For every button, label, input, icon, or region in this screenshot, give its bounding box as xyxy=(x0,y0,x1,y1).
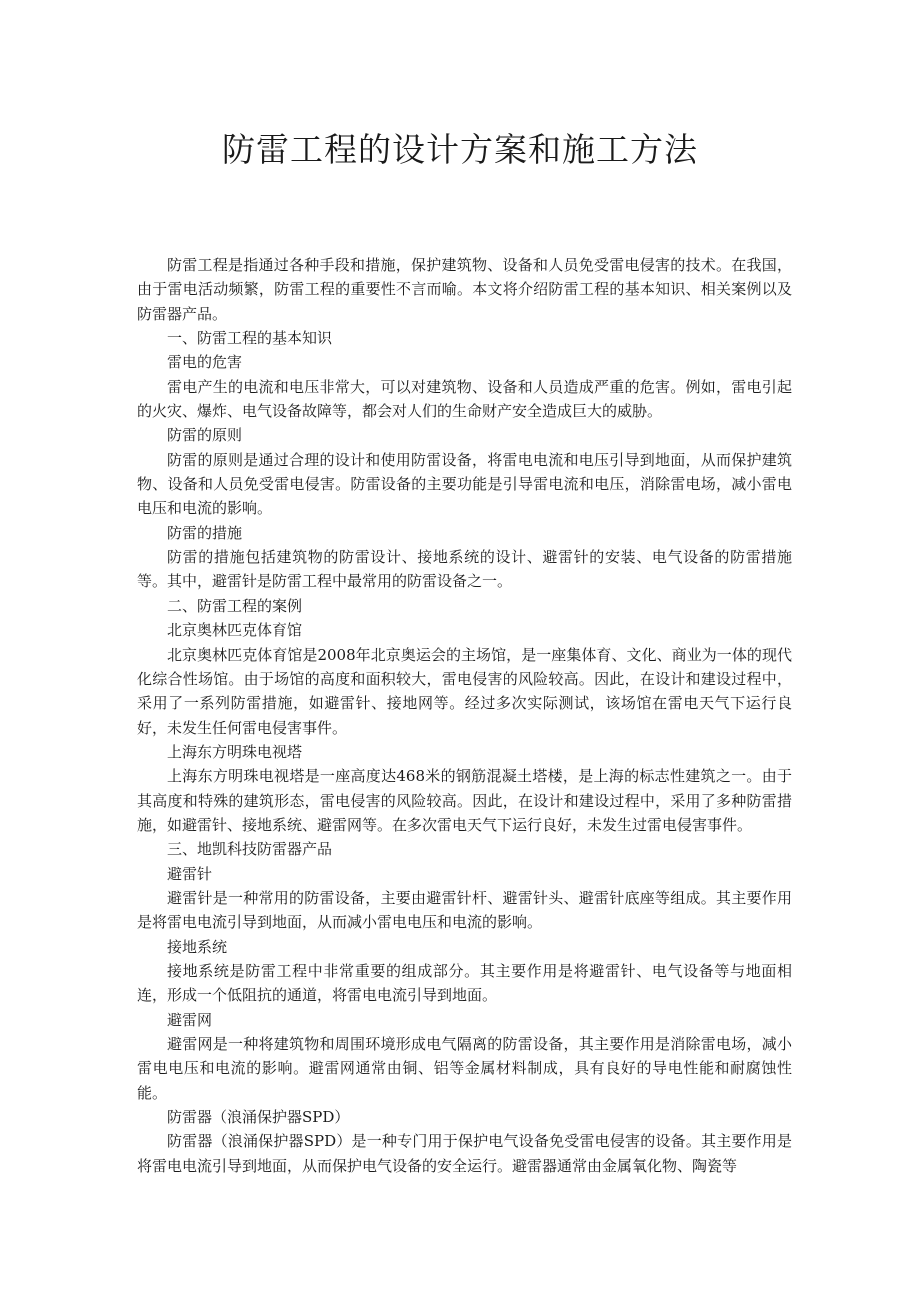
section-heading-cases: 二、防雷工程的案例 xyxy=(167,596,303,615)
subheading-shanghai-tower: 上海东方明珠电视塔 xyxy=(167,742,303,761)
subheading-surge-protector: 防雷器（浪涌保护器SPD） xyxy=(167,1108,350,1127)
paragraph-lightning-net: 避雷网是一种将建筑物和周围环境形成电气隔离的防雷设备，其主要作用是消除雷电场，减小雷电电压和电流的影响。避雷网通常由铜、铝等金属材料制成，具有良好的导电性能和耐腐蚀性能。 xyxy=(137,1035,792,1102)
intro-paragraph: 防雷工程是指通过各种手段和措施，保护建筑物、设备和人员免受雷电侵害的技术。在我国，由于雷电活动频繁，防雷工程的重要性不言而喻。本文将介绍防雷工程的基本知识、相关案例以及防雷器产品。 xyxy=(137,256,792,323)
paragraph-protection-principles: 防雷的原则是通过合理的设计和使用防雷设备，将雷电电流和电压引导到地面，从而保护建筑物、设备和人员免受雷电侵害。防雷设备的主要功能是引导雷电流和电压，消除雷电场，减小雷电电压和电流的影响。 xyxy=(137,450,792,518)
paragraph-surge-protector: 防雷器（浪涌保护器SPD）是一种专门用于保护电气设备免受雷电侵害的设备。其主要作用是将雷电电流引导到地面，从而保护电气设备的安全运行。避雷器通常由金属氧化物、陶瓷等 xyxy=(137,1132,792,1175)
paragraph-grounding-system: 接地系统是防雷工程中非常重要的组成部分。其主要作用是将避雷针、电气设备等与地面相连，形成一个低阻抗的通道，将雷电电流引导到地面。 xyxy=(137,961,792,1005)
paragraph-shanghai-tower: 上海东方明珠电视塔是一座高度达468米的钢筋混凝土塔楼，是上海的标志性建筑之一。由于其高度和特殊的建筑形态，雷电侵害的风险较高。因此，在设计和建设过程中，采用了多种防雷措施，如避雷针、接地系统、避雷网等。在多次雷电天气下运行良好，未发生过雷电侵害事件。 xyxy=(137,767,792,834)
subheading-lightning-net: 避雷网 xyxy=(167,1010,213,1029)
subheading-protection-measures: 防雷的措施 xyxy=(167,523,243,542)
subheading-lightning-hazards: 雷电的危害 xyxy=(167,353,243,372)
section-heading-basics: 一、防雷工程的基本知识 xyxy=(167,329,333,348)
subheading-lightning-rod: 避雷针 xyxy=(167,864,213,883)
section-heading-products: 三、地凯科技防雷器产品 xyxy=(167,840,333,859)
subheading-grounding-system: 接地系统 xyxy=(167,937,228,956)
paragraph-protection-measures: 防雷的措施包括建筑物的防雷设计、接地系统的设计、避雷针的安装、电气设备的防雷措施等。其中，避雷针是防雷工程中最常用的防雷设备之一。 xyxy=(137,548,792,591)
subheading-protection-principles: 防雷的原则 xyxy=(167,426,243,445)
paragraph-lightning-hazards: 雷电产生的电流和电压非常大，可以对建筑物、设备和人员造成严重的危害。例如，雷电引起的火灾、爆炸、电气设备故障等，都会对人们的生命财产安全造成巨大的威胁。 xyxy=(137,377,792,421)
document-title: 防雷工程的设计方案和施工方法 xyxy=(222,130,698,169)
subheading-beijing-gym: 北京奥林匹克体育馆 xyxy=(167,621,303,640)
paragraph-beijing-gym: 北京奥林匹克体育馆是2008年北京奥运会的主场馆，是一座集体育、文化、商业为一体的现代化综合性场馆。由于场馆的高度和面积较大，雷电侵害的风险较高。因此，在设计和建设过程中，采用了一系列防雷措施，如避雷针、接地网等。经过多次实际测试，该场馆在雷电天气下运行良好，未发生任何雷电侵害事件。 xyxy=(137,645,792,737)
document-body xyxy=(137,253,792,1178)
paragraph-lightning-rod: 避雷针是一种常用的防雷设备，主要由避雷针杆、避雷针头、避雷针底座等组成。其主要作用是将雷电电流引导到地面，从而减小雷电电压和电流的影响。 xyxy=(137,888,792,932)
